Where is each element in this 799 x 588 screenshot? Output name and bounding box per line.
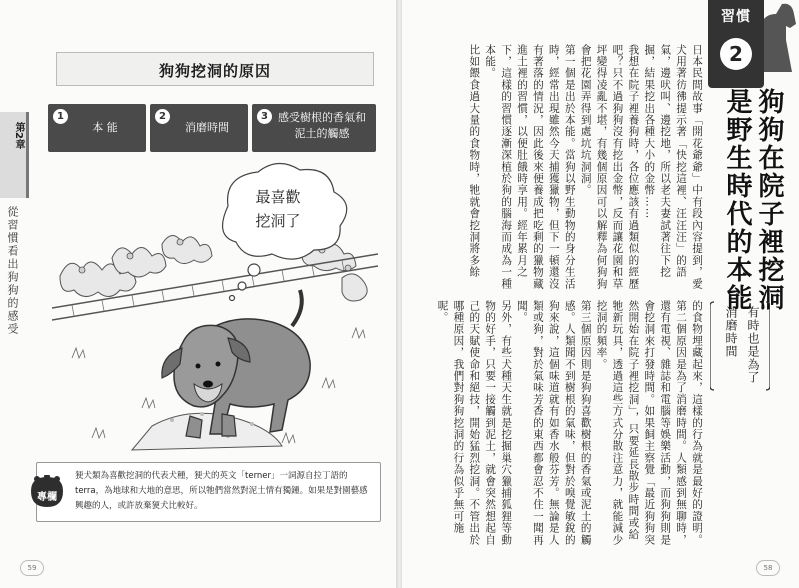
- section-title: 狗狗挖洞的原因: [158, 62, 271, 80]
- column-note-box: [36, 462, 381, 522]
- body-text-top: [436, 44, 704, 292]
- paragraph: 第二個原因是為了消磨時間。人類感到無聊時，還有電視、雜誌和電腦等娛樂活動，而狗狗則是會挖洞來打發時間。如果飼主察覺「最近狗狗突然開始在院子裡挖洞」，只要延長散步時間或給牠新玩具，透過這些方式分散注意力，就能減少挖洞的頻率。: [595, 300, 688, 546]
- note-text: 㹴犬類為喜歡挖洞的代表犬種，㹴犬的英文「terner」一詞源自拉丁語的terra，為地球和大地的意思，所以牠們當然對泥土情有獨鍾。如果是對園藝感興趣的人，或許放棄㹴犬比較好。: [75, 471, 368, 511]
- paragraph: 的食物埋藏起來，這樣的行為就是最好的證明。: [691, 300, 703, 546]
- speech-line-2: 挖洞了: [255, 212, 301, 230]
- paragraph: 日本民間故事「開花爺爺」中有段內容提到，愛犬用著彷彿提示著「快挖這裡、汪汪汪」的語氣，邊吠叫、邊挖地，所以老夫妻試著往下挖掘，結果挖出各種大小的金幣……: [643, 44, 703, 290]
- reason-label: 本 能: [92, 121, 118, 134]
- habit-number: 2: [720, 38, 752, 70]
- paragraph: 第一個是出於本能。當狗以野生動物的身分生活時，經常出現雖然今天捕獲獵物，但下一頓還沒有著落的情況，因此後來便養成把吃剩的獵物藏進土裡的習慣，以便肚餓時享用。經年累月之下，這樣的習慣逐漸深植於狗的腦海而成為一種本能。: [484, 44, 576, 290]
- page-number-right: 58: [756, 560, 780, 576]
- reason-number: 1: [53, 109, 68, 124]
- reason-label: 消磨時間: [185, 121, 229, 134]
- thought-bubble: [220, 168, 336, 248]
- paragraph: 另外，有些犬種天生就是挖掘巢穴獵捕狐狸等動物的好手，只要一接觸到泥土，就會突然想起自己的天賦使命和絕技，開始猛烈挖洞。不管出於哪種原因，我們對狗狗挖洞的行為似乎無可施呢。: [436, 300, 513, 546]
- main-title-line-2: 是野生時代的本能: [722, 88, 752, 312]
- reason-label: 感受樹根的香氣和泥土的觸感: [278, 111, 366, 140]
- section-title-bar: [56, 52, 374, 86]
- paragraph: 第三個原因則是狗狗喜歡樹根的香氣或泥土的觸感。人類聞不到樹根的氣味，但對於嗅覺敏銳的狗來說，這個味道就有如香水般芬芳。無論是人類或狗，對於氣味芳香的東西都會忍不住一聞再聞。: [516, 300, 592, 546]
- sub-title-box: [710, 300, 770, 392]
- paragraph: 我想在院子裡養狗時，各位應該有過類似的經歷吧？只不過狗狗沒有挖出金幣，反而讓花園和草坪變得凌亂不堪，有幾個原因可以解釋為何狗狗會把花園弄得到處坑坑洞洞。: [579, 44, 640, 290]
- note-badge-label: 專欄: [37, 492, 57, 503]
- sub-title-line-2: 消磨時間: [724, 306, 738, 358]
- reason-number: 3: [257, 109, 272, 124]
- chapter-label: 第2章: [13, 122, 24, 149]
- speech-line-1: 最喜歡: [255, 188, 301, 206]
- chapter-description: 從習慣看出狗狗的感受: [6, 206, 19, 336]
- page-number-left: 59: [20, 560, 44, 576]
- sub-title-line-1: 有時也是為了: [746, 306, 760, 384]
- body-text-bottom: [436, 300, 704, 546]
- habit-badge: [708, 0, 764, 88]
- paragraph: 比如餵食過大量的食物時，牠就會挖洞將多餘: [468, 44, 481, 278]
- dog-digging-illustration: [52, 158, 378, 460]
- reason-box-2: [150, 104, 248, 152]
- left-page: [0, 0, 397, 588]
- chapter-tab: [0, 112, 29, 198]
- reason-box-3: [252, 104, 376, 152]
- habit-label: 習慣: [721, 9, 751, 25]
- reason-box-1: [48, 104, 146, 152]
- main-title-line-1: 狗狗在院子裡挖洞: [754, 88, 784, 312]
- reason-number: 2: [155, 109, 170, 124]
